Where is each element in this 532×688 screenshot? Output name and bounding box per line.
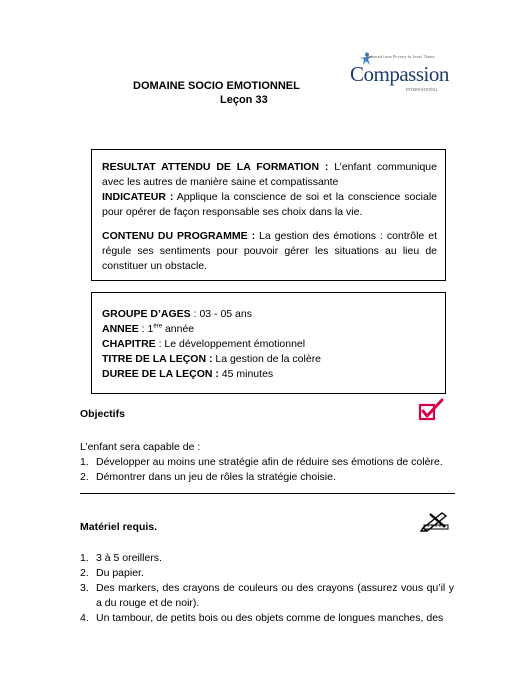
chapitre-text: : Le développement émotionnel xyxy=(155,338,306,350)
materiel-item-text: Un tambour, de petits bois ou des objets comme de longues manches, des xyxy=(96,612,444,624)
materiel-item-text: 3 à 5 oreillers. xyxy=(96,552,162,564)
objectif-item-text: Développer au moins une stratégie afin de réduire ses émotions de colère. xyxy=(96,456,443,468)
duree-text: 45 minutes xyxy=(218,368,274,380)
materiel-item-num: 1. xyxy=(80,552,89,564)
pencil-ruler-icon xyxy=(420,510,450,532)
annee-sup: ère xyxy=(153,323,163,330)
annee-post: année xyxy=(162,323,195,335)
groupe-text: : 03 - 05 ans xyxy=(190,308,252,320)
objectifs-heading: Objectifs xyxy=(80,408,125,420)
materiel-item xyxy=(80,551,454,566)
indicateur-text: Applique la conscience de soi et la conscience sociale pour opérer de façon responsable ses choix dans la vie. xyxy=(102,191,437,218)
annee xyxy=(102,322,437,337)
contenu-programme xyxy=(102,229,437,274)
materiel-heading: Matériel requis. xyxy=(80,521,158,533)
lesson-number: Leçon 33 xyxy=(220,94,268,106)
materiel-item-num: 4. xyxy=(80,612,89,624)
contenu-label: CONTENU DU PROGRAMME : xyxy=(102,230,256,242)
section-divider xyxy=(80,493,455,494)
annee-pre: : 1 xyxy=(138,323,154,335)
objectif-item-num: 1. xyxy=(80,456,89,468)
chapitre xyxy=(102,337,437,352)
contenu-text: La gestion des émotions : contrôle et régule ses sentiments pour pouvoir gérer les situations au lieu de constituer un obstacle. xyxy=(102,230,437,272)
materiel-item-text: Du papier. xyxy=(96,567,144,579)
logo-sub: INTERNATIONAL xyxy=(406,87,438,92)
resultat-attendu xyxy=(102,160,437,190)
duree-label: DUREE DE LA LEÇON : xyxy=(102,368,219,380)
checkbox-check-icon xyxy=(418,398,444,422)
objectif-item xyxy=(80,455,454,470)
compassion-logo xyxy=(346,52,466,94)
objectif-item xyxy=(80,470,454,485)
indicateur xyxy=(102,190,437,220)
objectif-item-text: Démontrer dans un jeu de rôles la stratégie choisie. xyxy=(96,471,336,483)
resultat-text: L’enfant communique avec les autres de manière saine et compatissante xyxy=(102,161,437,188)
resultat-label: RESULTAT ATTENDU DE LA FORMATION : xyxy=(102,161,329,173)
logo-tagline: Released from Poverty in Jesus' Name xyxy=(366,54,435,59)
groupe-label: GROUPE D’AGES xyxy=(102,308,191,320)
objectif-item-num: 2. xyxy=(80,471,89,483)
domain-title: DOMAINE SOCIO EMOTIONNEL xyxy=(133,80,300,92)
logo-word: Compassion xyxy=(350,62,449,86)
materiel-item xyxy=(80,581,454,611)
objectifs-intro: L’enfant sera capable de : xyxy=(80,441,201,453)
indicateur-label: INDICATEUR : xyxy=(102,191,174,203)
materiel-item-text: Des markers, des crayons de couleurs ou des crayons (assurez vous qu’il y a du rouge et de noir). xyxy=(96,582,454,609)
materiel-item xyxy=(80,566,454,581)
materiel-item-num: 3. xyxy=(80,582,89,594)
titre-lecon xyxy=(102,352,437,367)
groupe-ages xyxy=(102,307,437,322)
formation-box xyxy=(91,149,446,281)
lesson-info-box xyxy=(91,292,446,394)
materiel-item xyxy=(80,611,454,626)
chapitre-label: CHAPITRE xyxy=(102,338,156,350)
titre-label: TITRE DE LA LEÇON : xyxy=(102,353,213,365)
annee-label: ANNEE xyxy=(102,323,139,335)
titre-text: La gestion de la colère xyxy=(212,353,322,365)
materiel-item-num: 2. xyxy=(80,567,89,579)
duree-lecon xyxy=(102,367,437,382)
